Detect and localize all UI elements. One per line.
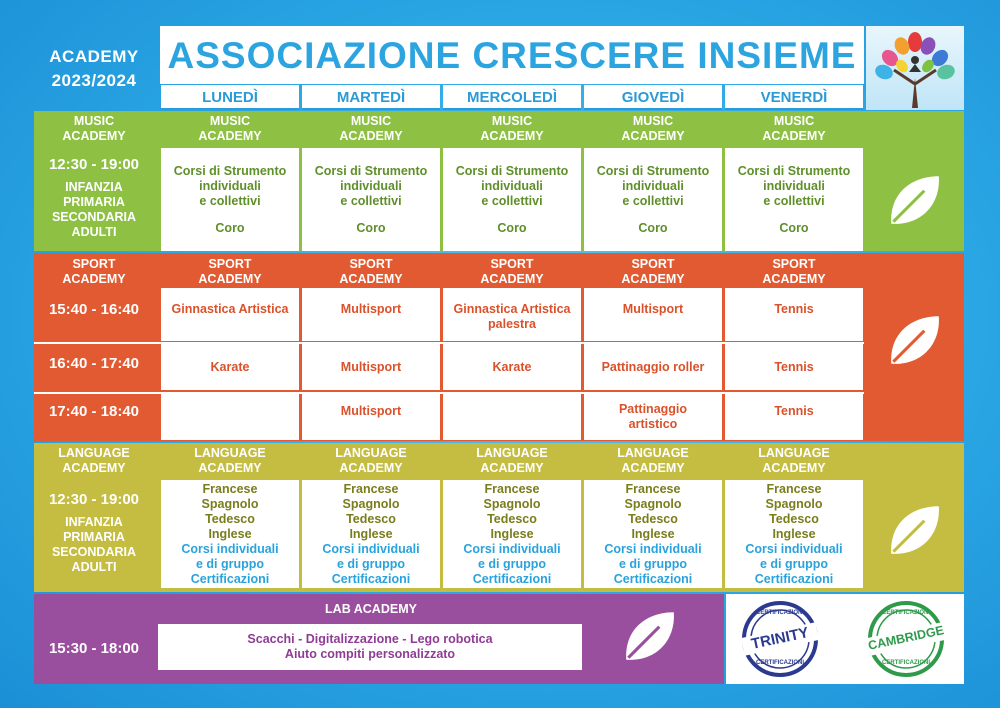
sport-cell xyxy=(161,344,299,390)
music-col-head xyxy=(584,114,722,144)
note-line: Certificazioni xyxy=(754,571,834,586)
head-line: ACADEMY xyxy=(339,272,403,286)
trinity-name: TRINITY xyxy=(749,624,811,653)
cell-line: Tennis xyxy=(774,404,814,418)
course-line: e collettivi xyxy=(622,193,684,208)
day-header: MARTEDÌ xyxy=(302,85,440,110)
course-line: Corsi di Strumento xyxy=(596,163,710,178)
course-line: Corsi di Strumento xyxy=(455,163,569,178)
cell-line: Multisport xyxy=(622,302,684,316)
sport-time: 15:40 - 16:40 xyxy=(48,301,140,318)
course-line: Corsi di Strumento xyxy=(737,163,851,178)
head-line: LANGUAGE xyxy=(335,446,407,460)
note-line: Corsi individuali xyxy=(322,541,420,556)
lang-line: Francese xyxy=(484,481,540,496)
leaf-icon xyxy=(618,606,680,668)
music-col-head xyxy=(443,114,581,144)
lang-line: Inglese xyxy=(631,526,675,541)
head-line: MUSIC xyxy=(632,114,674,128)
cell-line: Multisport xyxy=(340,302,402,316)
trinity-sub: CERTIFICAZIONI xyxy=(756,660,804,666)
music-cell xyxy=(584,148,722,251)
note-line: Certificazioni xyxy=(331,571,411,586)
music-cell xyxy=(161,148,299,251)
course-line: individuali xyxy=(481,178,543,193)
lang-line: Tedesco xyxy=(487,511,537,526)
sport-cell xyxy=(584,394,722,440)
day-header: LUNEDÌ xyxy=(161,85,299,110)
cell-line: Ginnastica Artistica xyxy=(453,302,571,316)
note-line: Certificazioni xyxy=(613,571,693,586)
head-line: SPORT xyxy=(631,257,675,271)
sport-cell xyxy=(161,288,299,341)
cell-line: Multisport xyxy=(340,359,402,374)
academy-year-label xyxy=(34,45,154,93)
audience-line: ADULTI xyxy=(71,560,117,574)
head-line: MUSIC xyxy=(350,114,392,128)
lang-line: Inglese xyxy=(208,526,252,541)
sport-cell xyxy=(302,288,440,341)
cell-line: Ginnastica Artistica xyxy=(171,302,289,316)
head-line: LANGUAGE xyxy=(194,446,266,460)
head-line: ACADEMY xyxy=(339,461,403,475)
head-line: LANGUAGE xyxy=(476,446,548,460)
music-col-head xyxy=(725,114,863,144)
lang-line: Inglese xyxy=(349,526,393,541)
sport-cell xyxy=(302,344,440,390)
lang-line: Tedesco xyxy=(205,511,255,526)
sport-cell xyxy=(725,288,863,341)
cell-line: Pattinaggio xyxy=(618,402,688,416)
language-time: 12:30 - 19:00 xyxy=(48,491,140,508)
lab-time: 15:30 - 18:00 xyxy=(48,640,140,657)
course-line: individuali xyxy=(763,178,825,193)
cell-line: Tennis xyxy=(774,302,814,316)
sport-cell xyxy=(584,344,722,390)
lang-line: Tedesco xyxy=(628,511,678,526)
head-line: MUSIC xyxy=(773,114,815,128)
note-line: e di gruppo xyxy=(195,556,265,571)
tree-logo-icon xyxy=(866,26,964,110)
lang-line: Inglese xyxy=(772,526,816,541)
head-line: LANGUAGE xyxy=(758,446,830,460)
language-col-head xyxy=(725,446,863,476)
language-cell xyxy=(302,480,440,588)
note-line: e di gruppo xyxy=(336,556,406,571)
course-line: Corsi di Strumento xyxy=(173,163,287,178)
sport-cell xyxy=(302,394,440,440)
cell-line: palestra xyxy=(488,317,536,331)
note-line: Corsi individuali xyxy=(463,541,561,556)
note-line: Corsi individuali xyxy=(604,541,702,556)
course-line: Corsi di Strumento xyxy=(314,163,428,178)
lang-line: Spagnolo xyxy=(201,496,259,511)
course-line: e collettivi xyxy=(763,193,825,208)
sport-columns xyxy=(161,257,863,440)
audience-line: PRIMARIA xyxy=(63,195,125,209)
sport-col-head xyxy=(161,257,299,287)
music-audience xyxy=(34,180,154,240)
sport-col-head xyxy=(302,257,440,287)
cambridge-arc: CERTIFICAZIONI xyxy=(882,610,930,616)
label-line: ACADEMY xyxy=(62,461,126,475)
day-header: VENERDÌ xyxy=(725,85,863,110)
head-line: ACADEMY xyxy=(480,272,544,286)
label-line: LANGUAGE xyxy=(58,446,130,460)
cell-line: Karate xyxy=(210,359,250,374)
audience-line: INFANZIA xyxy=(65,515,123,529)
cell-line: Karate xyxy=(492,359,532,374)
lang-line: Spagnolo xyxy=(765,496,823,511)
language-col-head xyxy=(443,446,581,476)
course-line: e collettivi xyxy=(481,193,543,208)
day-header: MERCOLEDÌ xyxy=(443,85,581,110)
leaf-icon xyxy=(883,500,945,562)
language-academy-label xyxy=(34,446,154,476)
label-line: ACADEMY xyxy=(62,272,126,286)
language-col-head xyxy=(161,446,299,476)
lang-line: Inglese xyxy=(490,526,534,541)
sport-cell xyxy=(725,344,863,390)
coro-label: Coro xyxy=(356,220,386,235)
day-header: GIOVEDÌ xyxy=(584,85,722,110)
lang-line: Spagnolo xyxy=(483,496,541,511)
language-cell xyxy=(161,480,299,588)
cambridge-sub: CERTIFICAZIONI xyxy=(882,660,930,666)
head-line: ACADEMY xyxy=(762,129,826,143)
lang-line: Tedesco xyxy=(769,511,819,526)
cell-line: artistico xyxy=(628,417,678,431)
lang-line: Francese xyxy=(625,481,681,496)
head-line: ACADEMY xyxy=(198,129,262,143)
leaf-icon xyxy=(883,310,945,372)
audience-line: SECONDARIA xyxy=(51,545,137,559)
note-line: Corsi individuali xyxy=(745,541,843,556)
audience-line: PRIMARIA xyxy=(63,530,125,544)
label-line: SPORT xyxy=(72,257,116,271)
lang-line: Francese xyxy=(343,481,399,496)
note-line: Certificazioni xyxy=(472,571,552,586)
sport-col-head xyxy=(584,257,722,287)
head-line: SPORT xyxy=(208,257,252,271)
language-audience xyxy=(34,515,154,575)
tree-logo xyxy=(866,26,964,110)
coro-label: Coro xyxy=(638,220,668,235)
head-line: ACADEMY xyxy=(339,129,403,143)
lab-academy-label: LAB ACADEMY xyxy=(325,602,417,616)
language-cell xyxy=(443,480,581,588)
sport-col-head xyxy=(443,257,581,287)
course-line: individuali xyxy=(340,178,402,193)
head-line: ACADEMY xyxy=(480,129,544,143)
course-line: e collettivi xyxy=(199,193,261,208)
audience-line: ADULTI xyxy=(71,225,117,239)
music-cell xyxy=(302,148,440,251)
head-line: ACADEMY xyxy=(762,461,826,475)
coro-label: Coro xyxy=(497,220,527,235)
head-line: ACADEMY xyxy=(480,461,544,475)
sport-cell xyxy=(443,288,581,341)
cell-line: Tennis xyxy=(774,359,814,374)
head-line: ACADEMY xyxy=(198,461,262,475)
head-line: ACADEMY xyxy=(198,272,262,286)
course-line: individuali xyxy=(199,178,261,193)
music-academy-label xyxy=(34,114,154,144)
lab-line: Scacchi - Digitalizzazione - Lego robotica xyxy=(247,632,493,646)
coro-label: Coro xyxy=(215,220,245,235)
music-col-head xyxy=(302,114,440,144)
trinity-arc: CERTIFICAZIONI xyxy=(756,610,804,616)
music-cell xyxy=(443,148,581,251)
cambridge-name: CAMBRIDGE xyxy=(866,623,946,653)
note-line: e di gruppo xyxy=(477,556,547,571)
head-line: SPORT xyxy=(490,257,534,271)
language-col-head xyxy=(302,446,440,476)
label-line: MUSIC xyxy=(73,114,115,128)
lang-line: Francese xyxy=(202,481,258,496)
academic-year: 2023/2024 xyxy=(51,71,137,90)
sport-cell xyxy=(584,288,722,341)
note-line: Certificazioni xyxy=(190,571,270,586)
language-col-head xyxy=(584,446,722,476)
head-line: ACADEMY xyxy=(762,272,826,286)
sport-academy-label xyxy=(34,257,154,287)
music-col-head xyxy=(161,114,299,144)
sport-cell xyxy=(725,394,863,440)
course-line: e collettivi xyxy=(340,193,402,208)
cell-line: Multisport xyxy=(340,404,402,418)
lang-line: Tedesco xyxy=(346,511,396,526)
lang-line: Spagnolo xyxy=(342,496,400,511)
music-cell xyxy=(725,148,863,251)
audience-line: INFANZIA xyxy=(65,180,123,194)
head-line: ACADEMY xyxy=(621,272,685,286)
sport-cell xyxy=(443,344,581,390)
note-line: e di gruppo xyxy=(759,556,829,571)
head-line: LANGUAGE xyxy=(617,446,689,460)
cambridge-seal xyxy=(864,597,948,681)
sport-col-head xyxy=(725,257,863,287)
music-time: 12:30 - 19:00 xyxy=(48,156,140,173)
coro-label: Coro xyxy=(779,220,809,235)
note-line: e di gruppo xyxy=(618,556,688,571)
audience-line: SECONDARIA xyxy=(51,210,137,224)
head-line: ACADEMY xyxy=(621,129,685,143)
music-columns xyxy=(161,114,863,251)
language-columns xyxy=(161,446,863,590)
trinity-seal xyxy=(738,597,822,681)
academy-word: ACADEMY xyxy=(49,47,139,66)
head-line: MUSIC xyxy=(209,114,251,128)
lang-line: Spagnolo xyxy=(624,496,682,511)
lang-line: Francese xyxy=(766,481,822,496)
sport-time: 17:40 - 18:40 xyxy=(48,403,140,420)
page-title: ASSOCIAZIONE CRESCERE INSIEME xyxy=(160,26,864,84)
sport-cell xyxy=(161,394,299,440)
head-line: ACADEMY xyxy=(621,461,685,475)
label-line: ACADEMY xyxy=(62,129,126,143)
lab-line: Aiuto compiti personalizzato xyxy=(284,647,456,661)
leaf-icon xyxy=(883,170,945,232)
head-line: MUSIC xyxy=(491,114,533,128)
language-cell xyxy=(725,480,863,588)
sport-time: 16:40 - 17:40 xyxy=(48,355,140,372)
cell-line: Pattinaggio roller xyxy=(601,359,705,374)
head-line: SPORT xyxy=(772,257,816,271)
sport-cell xyxy=(443,394,581,440)
language-cell xyxy=(584,480,722,588)
lab-cell xyxy=(158,624,582,670)
note-line: Corsi individuali xyxy=(181,541,279,556)
course-line: individuali xyxy=(622,178,684,193)
head-line: SPORT xyxy=(349,257,393,271)
